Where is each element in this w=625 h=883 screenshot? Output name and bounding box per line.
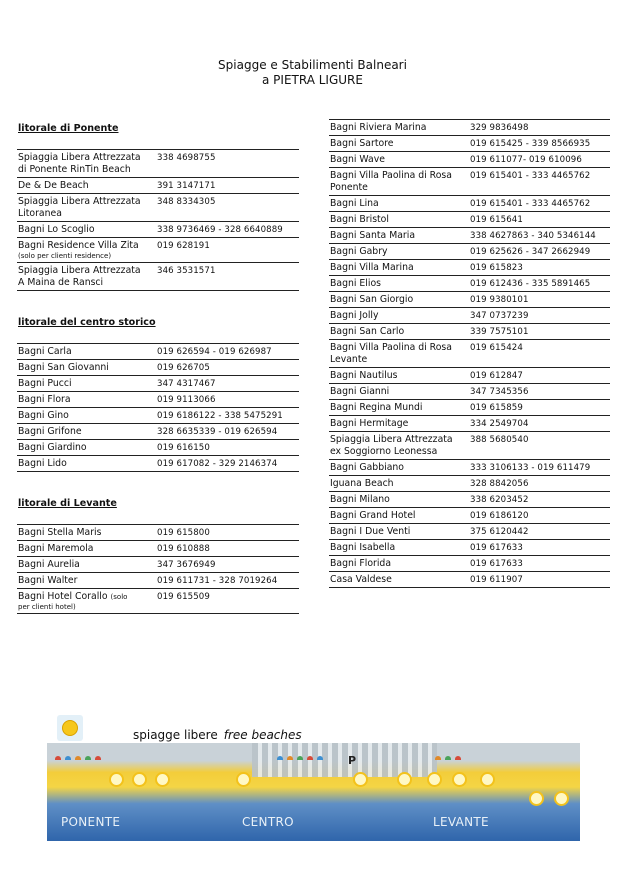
table-row: [329, 476, 610, 492]
beach-name-text: Bagni Aurelia: [18, 559, 80, 570]
beach-name-text: Bagni Stella Maris: [18, 527, 102, 538]
table-row: [329, 432, 610, 460]
table-row: [329, 136, 610, 152]
phone-number: 388 5680540: [470, 435, 529, 445]
phone-number: 346 3531571: [157, 266, 216, 276]
legend: [133, 728, 302, 742]
beach-name-text: Bagni Maremola: [18, 543, 94, 554]
phone-number: 019 9113066: [157, 395, 216, 405]
beach-name-text: Bagni Residence Villa Zita: [18, 240, 139, 251]
free-beach-marker: [353, 772, 368, 787]
beach-name: [18, 527, 157, 539]
legend-italian: spiagge libere: [133, 728, 218, 742]
beach-name: [330, 246, 470, 258]
beach-name: [330, 262, 470, 274]
beach-name-text: Bagni Milano: [330, 494, 390, 505]
free-beach-marker: [132, 772, 147, 787]
table-row: [17, 440, 299, 456]
beach-name: [330, 434, 470, 458]
beach-name-text: Bagni Gino: [18, 410, 69, 421]
phone-number: 019 6186120: [470, 511, 529, 521]
beach-name-text: De & De Beach: [18, 180, 89, 191]
table-row: [329, 524, 610, 540]
phone-number: 338 6203452: [470, 495, 529, 505]
zone-ponente: PONENTE: [61, 815, 121, 829]
beach-name: [330, 558, 470, 570]
beach-name: [18, 378, 157, 390]
beach-name: [18, 575, 157, 587]
phone-number: 019 615509: [157, 592, 210, 602]
table-row: [329, 196, 610, 212]
beach-name-text: Bagni Giardino: [18, 442, 87, 453]
beach-name: [330, 370, 470, 382]
table-row: [17, 524, 299, 541]
phone-number: 328 8842056: [470, 479, 529, 489]
phone-number: 019 626705: [157, 363, 210, 373]
beach-name: [18, 543, 157, 555]
beach-name: [18, 346, 157, 358]
umbrella-icon: [277, 756, 283, 760]
table-row: [329, 212, 610, 228]
phone-number: 019 6186122 - 338 5475291: [157, 411, 283, 421]
beach-name: [330, 526, 470, 538]
umbrella-icon: [445, 756, 451, 760]
beach-name-text: Bagni Flora: [18, 394, 71, 405]
phone-number: 019 626594 - 019 626987: [157, 347, 272, 357]
table-row: [17, 222, 299, 238]
beach-name-text: Bagni Gianni: [330, 386, 390, 397]
beach-name-text: Spiaggia Libera Attrezzata di Ponente RinTin Beach: [18, 152, 141, 175]
phone-number: 019 612436 - 335 5891465: [470, 279, 591, 289]
table-row: [17, 263, 299, 291]
beach-name-text: Bagni Grand Hotel: [330, 510, 416, 521]
table-row: [17, 194, 299, 222]
table-row: [329, 119, 610, 136]
phone-number: 375 6120442: [470, 527, 529, 537]
beach-name-text: Bagni Lo Scoglio: [18, 224, 95, 235]
coast-map: [47, 743, 580, 841]
beach-name-text: Bagni Villa Paolina di Rosa Levante: [330, 342, 452, 365]
table-row: [329, 324, 610, 340]
beach-name-text: Spiaggia Libera Attrezzata Litoranea: [18, 196, 141, 219]
beach-name-text: Bagni Regina Mundi: [330, 402, 423, 413]
beach-name-text: Bagni Nautilus: [330, 370, 398, 381]
beach-name: [330, 462, 470, 474]
phone-number: 347 7345356: [470, 387, 529, 397]
beach-name: [18, 458, 157, 470]
beach-note: (solo: [110, 593, 128, 601]
beach-name-text: Casa Valdese: [330, 574, 392, 585]
umbrella-icon: [65, 756, 71, 760]
beach-name: [18, 394, 157, 406]
umbrella-icon: [317, 756, 323, 760]
table-row: [329, 416, 610, 432]
phone-number: 019 611077- 019 610096: [470, 155, 582, 165]
beach-name: [18, 265, 157, 289]
beach-name-text: Bagni Villa Paolina di Rosa Ponente: [330, 170, 452, 193]
beach-name: [330, 418, 470, 430]
beach-note: (solo per clienti residence): [18, 252, 112, 260]
zone-centro: CENTRO: [242, 815, 294, 829]
beach-name: [330, 122, 470, 134]
beach-name: [330, 494, 470, 506]
phone-number: 019 616150: [157, 443, 210, 453]
beach-name-text: Spiaggia Libera Attrezzata A Maina de Ransci: [18, 265, 141, 288]
beach-note: per clienti hotel): [18, 603, 76, 611]
table-row: [329, 292, 610, 308]
beach-name: [18, 442, 157, 454]
table-row: [329, 260, 610, 276]
beach-name-text: Bagni Gabbiano: [330, 462, 404, 473]
free-beach-marker: [452, 772, 467, 787]
beach-name-text: Bagni Carla: [18, 346, 72, 357]
beach-name-text: Bagni Hotel Corallo: [18, 591, 108, 602]
free-beach-marker: [397, 772, 412, 787]
umbrella-icon: [75, 756, 81, 760]
phone-number: 019 612847: [470, 371, 523, 381]
beach-name: [330, 198, 470, 210]
table-row: [17, 408, 299, 424]
phone-number: 338 4698755: [157, 153, 216, 163]
phone-number: 347 3676949: [157, 560, 216, 570]
beach-name: [330, 478, 470, 490]
phone-number: 019 615859: [470, 403, 523, 413]
beach-name: [330, 230, 470, 242]
umbrella-icon: [297, 756, 303, 760]
phone-number: 347 4317467: [157, 379, 216, 389]
table-row: [17, 456, 299, 472]
phone-number: 019 615401 - 333 4465762: [470, 171, 591, 181]
legend-english: free beaches: [223, 728, 302, 742]
phone-number: 333 3106133 - 019 611479: [470, 463, 591, 473]
phone-number: 019 615641: [470, 215, 523, 225]
table-row: [329, 228, 610, 244]
phone-number: 019 615823: [470, 263, 523, 273]
table-row: [329, 340, 610, 368]
beach-name-text: Spiaggia Libera Attrezzata ex Soggiorno Leonessa: [330, 434, 453, 457]
beach-name-text: Bagni Grifone: [18, 426, 82, 437]
beach-name-text: Bagni Gabry: [330, 246, 388, 257]
table-row: [329, 508, 610, 524]
free-beach-marker: [109, 772, 124, 787]
beach-map-banner: [47, 715, 580, 841]
beach-name: [330, 574, 470, 586]
beach-name: [330, 510, 470, 522]
beach-name-text: Bagni Hermitage: [330, 418, 409, 429]
beach-name-text: Bagni Santa Maria: [330, 230, 416, 241]
table-row: [17, 573, 299, 589]
beach-name-text: Bagni I Due Venti: [330, 526, 411, 537]
phone-number: 339 7575101: [470, 327, 529, 337]
page-title-line2: a PIETRA LIGURE: [262, 73, 363, 87]
beach-name: [18, 362, 157, 374]
table-row: [329, 556, 610, 572]
beach-name-text: Bagni Lina: [330, 198, 379, 209]
umbrella-icon: [85, 756, 91, 760]
free-beach-marker: [155, 772, 170, 787]
umbrella-icon: [287, 756, 293, 760]
phone-number: 019 610888: [157, 544, 210, 554]
beach-name-text: Bagni Elios: [330, 278, 381, 289]
free-beach-marker: [529, 791, 544, 806]
phone-number: 329 9836498: [470, 123, 529, 133]
umbrella-icon: [55, 756, 61, 760]
beach-name: [330, 294, 470, 306]
phone-number: 338 9736469 - 328 6640889: [157, 225, 283, 235]
phone-number: 019 611731 - 328 7019264: [157, 576, 278, 586]
beach-name: [18, 426, 157, 438]
beach-name: [18, 240, 157, 261]
umbrella-icon: [435, 756, 441, 760]
phone-number: 334 2549704: [470, 419, 529, 429]
beach-name: [330, 214, 470, 226]
beach-name-text: Bagni Bristol: [330, 214, 389, 225]
table-row: [329, 368, 610, 384]
phone-number: 019 615424: [470, 343, 523, 353]
phone-number: 019 9380101: [470, 295, 529, 305]
beach-name: [330, 326, 470, 338]
table-row: [17, 541, 299, 557]
table-row: [329, 244, 610, 260]
beach-name-text: Iguana Beach: [330, 478, 394, 489]
table-row: [17, 343, 299, 360]
beach-name: [18, 180, 157, 192]
table-row: [329, 492, 610, 508]
phone-number: 348 8334305: [157, 197, 216, 207]
table-row: [17, 589, 299, 614]
beach-name-text: Bagni Villa Marina: [330, 262, 414, 273]
table-row: [17, 178, 299, 194]
page-title-line1: Spiagge e Stabilimenti Balneari: [218, 58, 407, 72]
table-row: [329, 540, 610, 556]
phone-number: 019 615800: [157, 528, 210, 538]
table-row: [329, 460, 610, 476]
umbrella-icon: [95, 756, 101, 760]
table-row: [329, 308, 610, 324]
beach-name: [18, 196, 157, 220]
beach-name: [18, 591, 157, 612]
beach-name-text: Bagni Lido: [18, 458, 67, 469]
beach-name: [330, 542, 470, 554]
table-row: [17, 424, 299, 440]
beach-name-text: Bagni Isabella: [330, 542, 396, 553]
phone-number: 391 3147171: [157, 181, 216, 191]
beach-name-text: Bagni San Giorgio: [330, 294, 414, 305]
free-beach-marker: [236, 772, 251, 787]
town-area: [252, 743, 437, 777]
beach-name: [330, 402, 470, 414]
beach-name: [330, 386, 470, 398]
beach-name: [330, 154, 470, 166]
left-column: [17, 121, 299, 614]
beach-name: [18, 410, 157, 422]
umbrella-icon: [307, 756, 313, 760]
table-row: [17, 557, 299, 573]
phone-number: 019 617082 - 329 2146374: [157, 459, 278, 469]
phone-number: 019 625626 - 347 2662949: [470, 247, 591, 257]
table-row: [329, 400, 610, 416]
phone-number: 019 615425 - 339 8566935: [470, 139, 591, 149]
table-row: [329, 276, 610, 292]
section-heading: litorale di Ponente: [18, 123, 119, 134]
table-row: [329, 152, 610, 168]
umbrella-icon: [455, 756, 461, 760]
beach-name-text: Bagni Florida: [330, 558, 392, 569]
free-beach-marker: [480, 772, 495, 787]
table-row: [329, 572, 610, 588]
beach-name-text: Bagni Walter: [18, 575, 78, 586]
free-beach-marker: [427, 772, 442, 787]
zone-levante: LEVANTE: [433, 815, 489, 829]
beach-name: [330, 138, 470, 150]
beach-name-text: Bagni San Carlo: [330, 326, 405, 337]
beach-name-text: Bagni Riviera Marina: [330, 122, 427, 133]
right-column: [329, 119, 610, 588]
beach-name: [18, 152, 157, 176]
beach-name: [330, 310, 470, 322]
phone-number: 019 617633: [470, 543, 523, 553]
beach-name: [18, 559, 157, 571]
beach-name-text: Bagni Wave: [330, 154, 385, 165]
phone-number: 019 617633: [470, 559, 523, 569]
beach-name: [18, 224, 157, 236]
table-row: [329, 168, 610, 196]
phone-number: 347 0737239: [470, 311, 529, 321]
sun-icon: [57, 715, 83, 741]
phone-number: 019 628191: [157, 241, 210, 251]
beach-name-text: Bagni Jolly: [330, 310, 379, 321]
beach-name: [330, 170, 470, 194]
phone-number: 019 611907: [470, 575, 523, 585]
table-row: [329, 384, 610, 400]
parking-icon: P: [348, 754, 357, 767]
free-beach-marker: [554, 791, 569, 806]
table-row: [17, 392, 299, 408]
beach-name: [330, 342, 470, 366]
phone-number: 338 4627863 - 340 5346144: [470, 231, 596, 241]
beach-name: [330, 278, 470, 290]
beach-name-text: Bagni Sartore: [330, 138, 394, 149]
table-row: [17, 149, 299, 178]
table-row: [17, 376, 299, 392]
table-row: [17, 238, 299, 263]
beach-name-text: Bagni San Giovanni: [18, 362, 109, 373]
section-heading: litorale del centro storico: [18, 317, 156, 328]
beach-name-text: Bagni Pucci: [18, 378, 72, 389]
phone-number: 019 615401 - 333 4465762: [470, 199, 591, 209]
phone-number: 328 6635339 - 019 626594: [157, 427, 278, 437]
table-row: [17, 360, 299, 376]
section-heading: litorale di Levante: [18, 498, 117, 509]
